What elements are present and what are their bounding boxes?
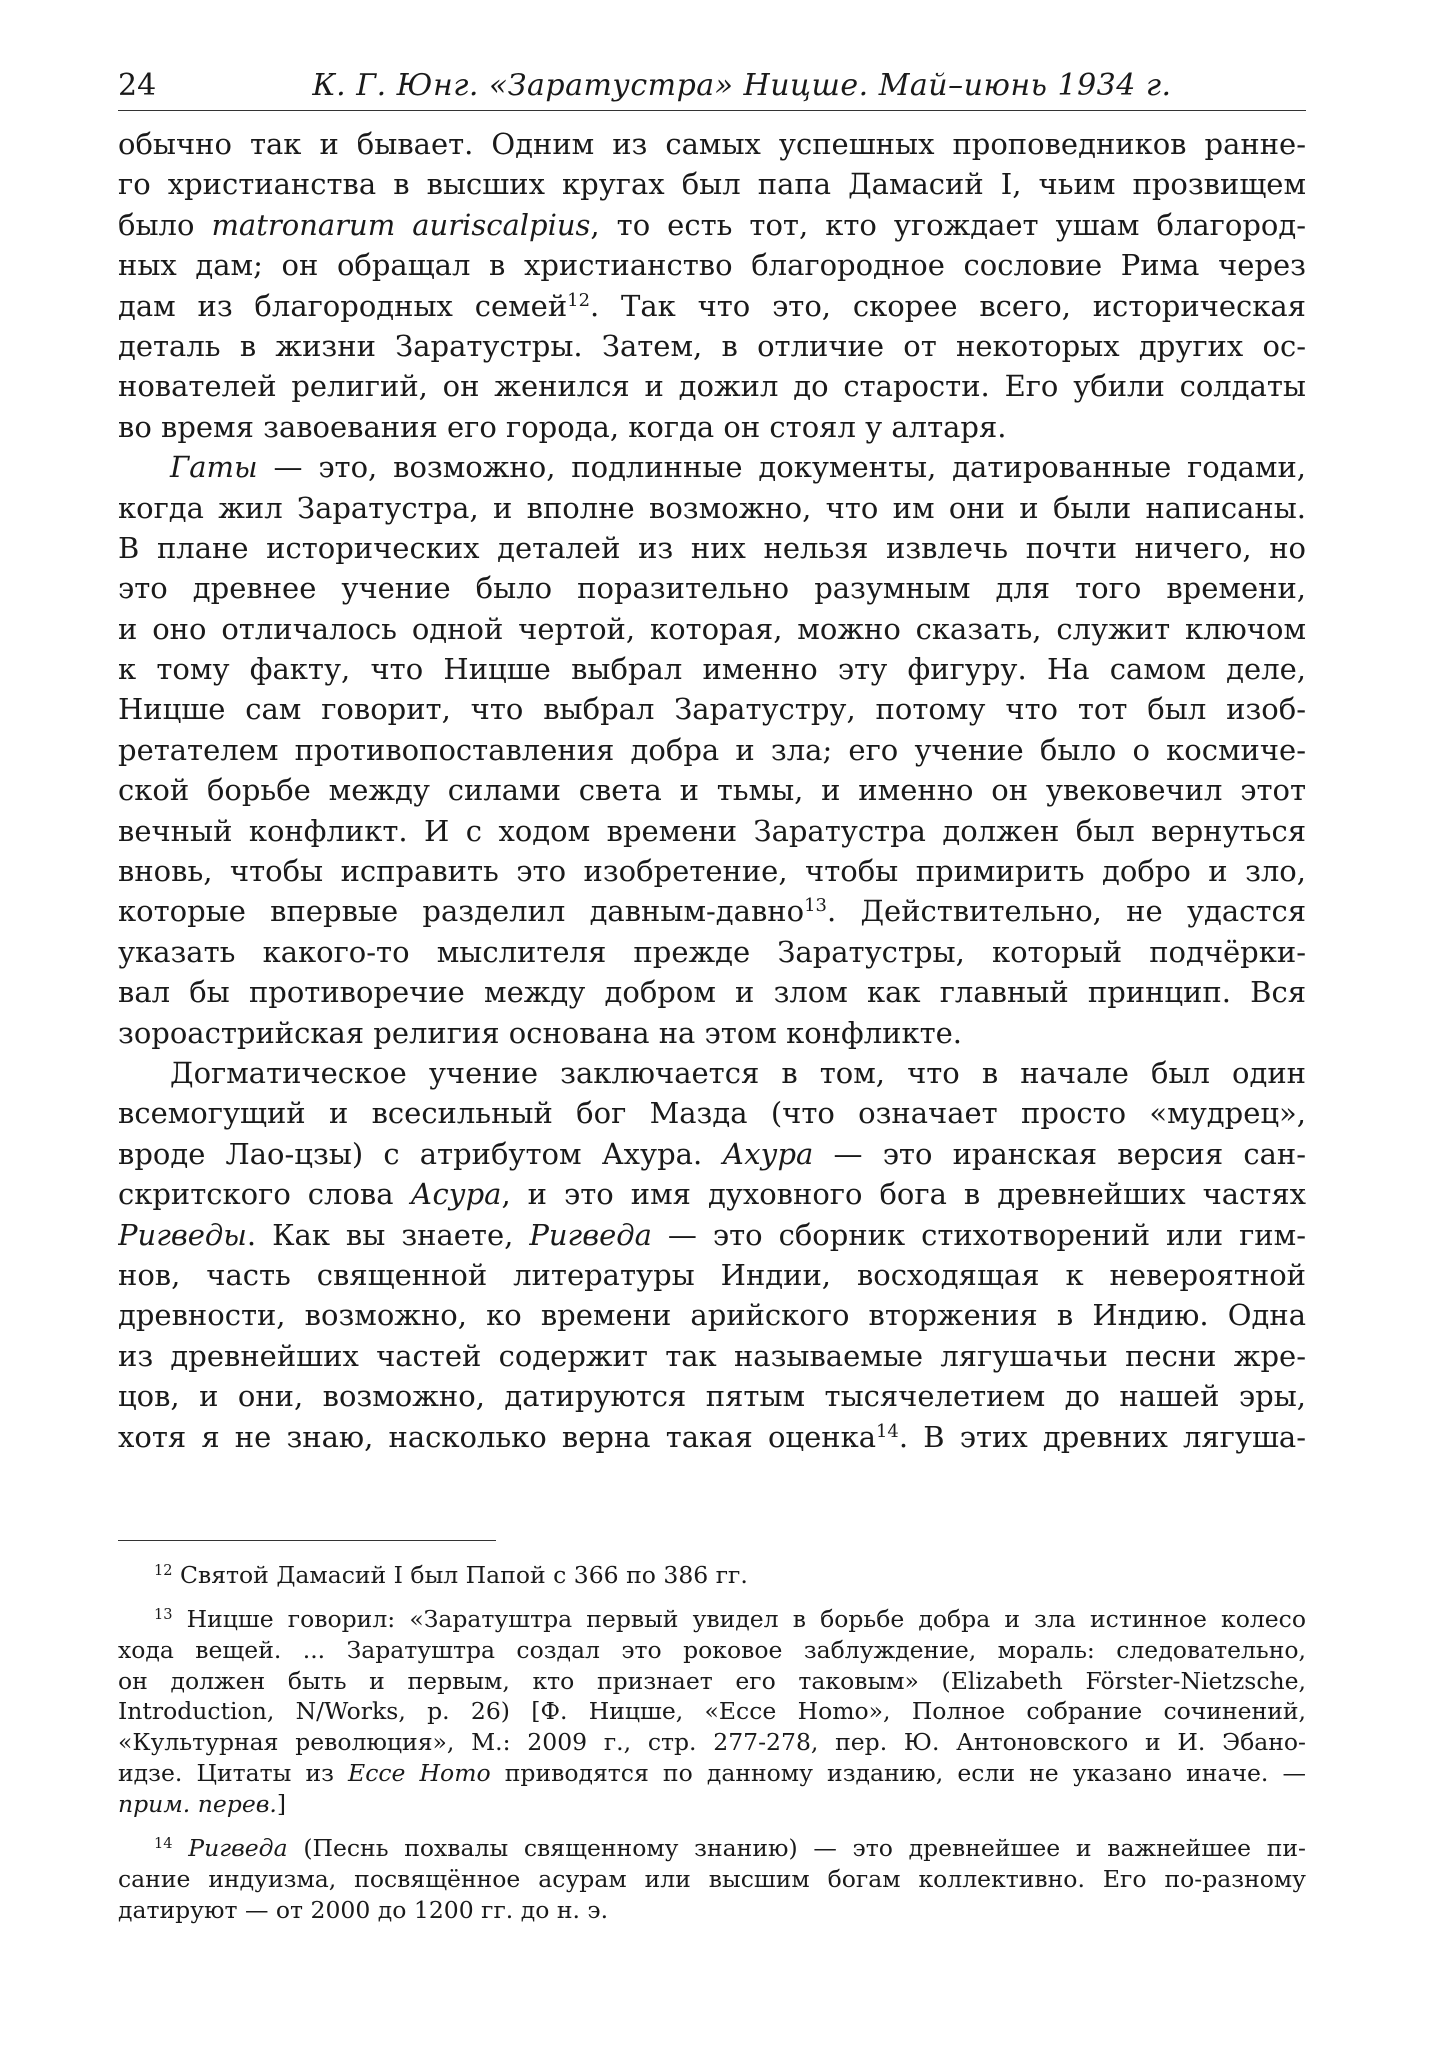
text-line: дам из благородных семей$^{12}$. Так что это, скорее всего, историческая	[118, 288, 1306, 323]
page-header	[118, 60, 1306, 111]
text-line: было matronarum auriscalpius, то есть тот, кто угождает ушам благород-	[118, 207, 1306, 242]
text-line: он должен быть и первым, кто признает его таковым» (Elizabeth Förster-Nietzsche,	[118, 1666, 1306, 1695]
text-line: Гаты — это, возможно, подлинные документы, датированные годами,	[170, 450, 1306, 485]
text-line: ской борьбе между силами света и тьмы, и именно он увековечил этот	[118, 773, 1306, 808]
text-line: которые впервые разделил давным-давно$^{13}$. Действительно, не удастся	[118, 894, 1306, 929]
text-line: ных дам; он обращал в христианство благородное сословие Рима через	[118, 248, 1306, 283]
page-number: 24	[118, 68, 157, 103]
text-line: и оно отличалось одной чертой, которая, можно сказать, служит ключом	[118, 611, 1306, 646]
text-line: вечный конфликт. И с ходом времени Заратустра должен был вернуться	[118, 813, 1306, 848]
footnote-rule	[118, 1540, 496, 1541]
text-line: прим. перев.]	[118, 1789, 287, 1818]
text-line: «Культурная революция», М.: 2009 г., стр. 277-278, пер. Ю. Антоновского и И. Эбано-	[118, 1728, 1306, 1757]
text-line: из древнейших частей содержит так называемые лягушачьи песни жре-	[118, 1338, 1306, 1373]
text-line: $^{12}$ Святой Дамасий I был Папой с 366 по 386 гг.	[154, 1561, 748, 1589]
text-line: Ницше сам говорит, что выбрал Заратустру, потому что тот был изоб-	[118, 692, 1306, 727]
text-line: ретателем противопоставления добра и зла; его учение было о космиче-	[118, 732, 1306, 767]
text-line: вал бы противоречие между добром и злом как главный принцип. Вся	[118, 975, 1306, 1010]
text-line: это древнее учение было поразительно разумным для того времени,	[118, 571, 1306, 606]
running-title: К. Г. Юнг. «Заратустра» Ницше. Май–июнь 1934 г.	[312, 68, 1172, 103]
text-line: указать какого-то мыслителя прежде Заратустры, который подчёрки-	[118, 934, 1306, 969]
text-line: идзе. Цитаты из Ecce Homo приводятся по данному изданию, если не указано иначе. —	[118, 1758, 1306, 1787]
text-line: во время завоевания его города, когда он стоял у алтаря.	[118, 409, 1007, 444]
footnote-14	[118, 1833, 1306, 1925]
text-line: $^{14}$ Ригведа (Песнь похвалы священному знанию) — это древнейшее и важнейшее пи-	[154, 1834, 1306, 1862]
text-line: нователей религий, он женился и дожил до старости. Его убили солдаты	[118, 369, 1306, 404]
text-line: вновь, чтобы исправить это изобретение, чтобы примирить добро и зло,	[118, 854, 1306, 889]
text-line: когда жил Заратустра, и вполне возможно, что им они и были написаны.	[118, 490, 1306, 525]
text-line: нов, часть священной литературы Индии, восходящая к невероятной	[118, 1257, 1306, 1292]
text-line: хотя я не знаю, насколько верна такая оценка$^{14}$. В этих древних лягуша-	[118, 1419, 1306, 1454]
text-line: всемогущий и всесильный бог Мазда (что означает просто «мудрец»,	[118, 1096, 1306, 1131]
text-line: сание индуизма, посвящённое асурам или высшим богам коллективно. Его по-разному	[118, 1864, 1306, 1893]
text-line: деталь в жизни Заратустры. Затем, в отличие от некоторых других ос-	[118, 328, 1306, 363]
text-line: хода вещей. ... Заратуштра создал это роковое заблуждение, мораль: следовательно,	[118, 1635, 1306, 1664]
text-line: Ригведы. Как вы знаете, Ригведа — это сборник стихотворений или гим-	[118, 1217, 1306, 1252]
main-text	[118, 124, 1306, 1457]
text-line: го христианства в высших кругах был папа Дамасий I, чьим прозвищем	[118, 167, 1306, 202]
text-line: В плане исторических деталей из них нельзя извлечь почти ничего, но	[118, 530, 1306, 565]
text-line: зороастрийская религия основана на этом конфликте.	[118, 1015, 962, 1050]
text-line: вроде Лао-цзы) с атрибутом Ахура. Ахура — это иранская версия сан-	[118, 1136, 1306, 1171]
footnote-12	[118, 1560, 1306, 1591]
text-line: цов, и они, возможно, датируются пятым тысячелетием до нашей эры,	[118, 1379, 1306, 1414]
text-line: скритского слова Асура, и это имя духовного бога в древнейших частях	[118, 1177, 1306, 1212]
text-line: Догматическое учение заключается в том, что в начале был один	[170, 1055, 1306, 1090]
text-line: к тому факту, что Ницше выбрал именно эту фигуру. На самом деле,	[118, 652, 1306, 687]
text-line: Introduction, N/Works, p. 26) [Ф. Ницше, «Ecce Homo», Полное собрание сочинений,	[118, 1697, 1306, 1726]
footnote-13	[118, 1604, 1306, 1820]
text-line: обычно так и бывает. Одним из самых успешных проповедников ранне-	[118, 127, 1306, 161]
text-line: $^{13}$ Ницше говорил: «Заратуштра первый увидел в борьбе добра и зла истинное колесо	[154, 1605, 1306, 1633]
text-line: древности, возможно, ко времени арийского вторжения в Индию. Одна	[118, 1298, 1306, 1333]
text-line: датируют — от 2000 до 1200 гг. до н. э.	[118, 1895, 609, 1924]
